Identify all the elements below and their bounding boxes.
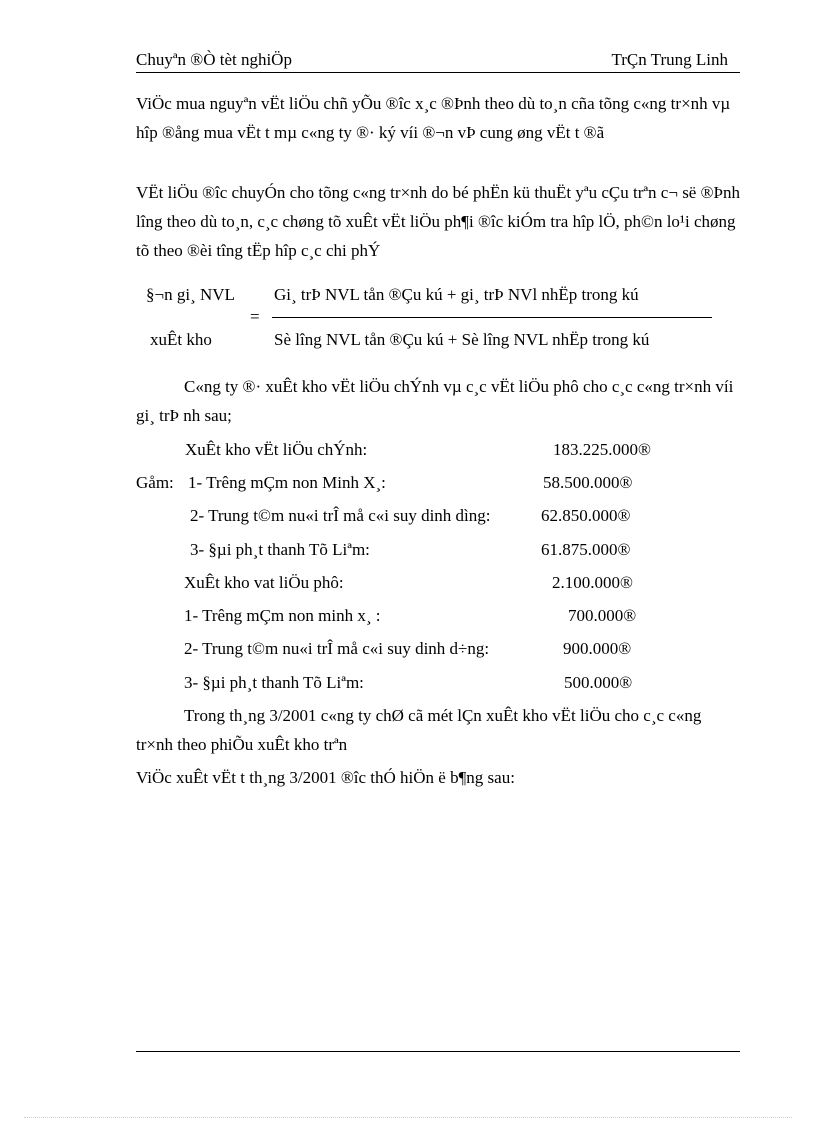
aux-item-amount: 700.000® [568,606,637,625]
formula-denominator: Sè lîng NVL tån ®Çu kú + Sè lîng NVL nhËp trong kú [274,330,650,349]
aux-materials-label: XuÊt kho vat liÖu phô: [184,573,344,592]
main-materials-total: 183.225.000® [553,440,651,459]
main-item-label: 1- Trêng mÇm non Minh X¸: [188,473,386,492]
main-item-amount: 61.875.000® [541,540,631,559]
paragraph-purchase: ViÖc mua nguyªn vËt liÖu chñ yÕu ®îc x¸c ®Þnh theo dù to¸n cña tõng c«ng tr×nh vµ hîp ®ång mua vËt t mµ c«ng ty ®· ký víi ®¬n vÞ cung øng vËt t ®ã [136,94,731,142]
header-document-title: Chuyªn ®Ò tèt nghiÖp [136,50,292,69]
gom-prefix: Gåm: [136,473,174,492]
main-item-label: 3- §µi ph¸t thanh Tõ Liªm: [190,540,370,559]
aux-item-label: 2- Trung t©m nu«i trÎ må c«i suy dinh d÷ng: [184,639,490,658]
paragraph-march-issue: Trong th¸ng 3/2001 c«ng ty chØ cã mét lÇn xuÊt kho vËt liÖu cho c¸c c«ng tr×nh theo phiÕu xuÊt kho trªn [136,706,702,754]
formula-lhs-line1: §¬n gi¸ NVL [146,285,235,304]
header-author-name: TrÇn Trung Linh [611,50,728,69]
paragraph-issue-summary: C«ng ty ®· xuÊt kho vËt liÖu chÝnh vµ c¸c vËt liÖu phô cho c¸c c«ng tr×nh víi gi¸ trÞ nh sau; [136,377,734,425]
main-item-amount: 62.850.000® [541,506,631,525]
formula-equals: = [250,307,260,326]
main-item-amount: 58.500.000® [543,473,633,492]
formula-numerator: Gi¸ trÞ NVL tån ®Çu kú + gi¸ trÞ NVl nhËp trong kú [274,285,639,304]
aux-item-label: 1- Trêng mÇm non minh x¸ : [184,606,381,625]
paragraph-table-intro: ViÖc xuÊt vËt t th¸ng 3/2001 ®îc thÓ hiÖn ë b¶ng sau: [136,768,515,787]
page-header [136,48,740,73]
unit-price-formula [136,283,740,363]
footer-rule [136,1051,740,1052]
paragraph-transfer: VËt liÖu ®îc chuyÓn cho tõng c«ng tr×nh do bé phËn kü thuËt yªu cÇu trªn c¬ së ®Þnh lîng theo dù to¸n, c¸c chøng tõ xuÊt vËt liÖu ph¶i ®îc kiÓm tra hîp lÖ, ph©n lo¹i chøng tõ theo ®èi tîng tËp hîp c¸c chi phÝ [136,183,740,260]
main-materials-label: XuÊt kho vËt liÖu chÝnh: [185,440,368,459]
main-item-label: 2- Trung t©m nu«i trÎ må c«i suy dinh dìng: [190,506,491,525]
page-bottom-dotted-edge [24,1117,792,1118]
formula-lhs-line2: xuÊt kho [150,330,212,349]
fraction-line [272,317,712,318]
aux-materials-total: 2.100.000® [552,573,633,592]
aux-item-amount: 900.000® [563,639,632,658]
aux-item-amount: 500.000® [564,673,633,692]
aux-item-label: 3- §µi ph¸t thanh Tõ Liªm: [184,673,364,692]
